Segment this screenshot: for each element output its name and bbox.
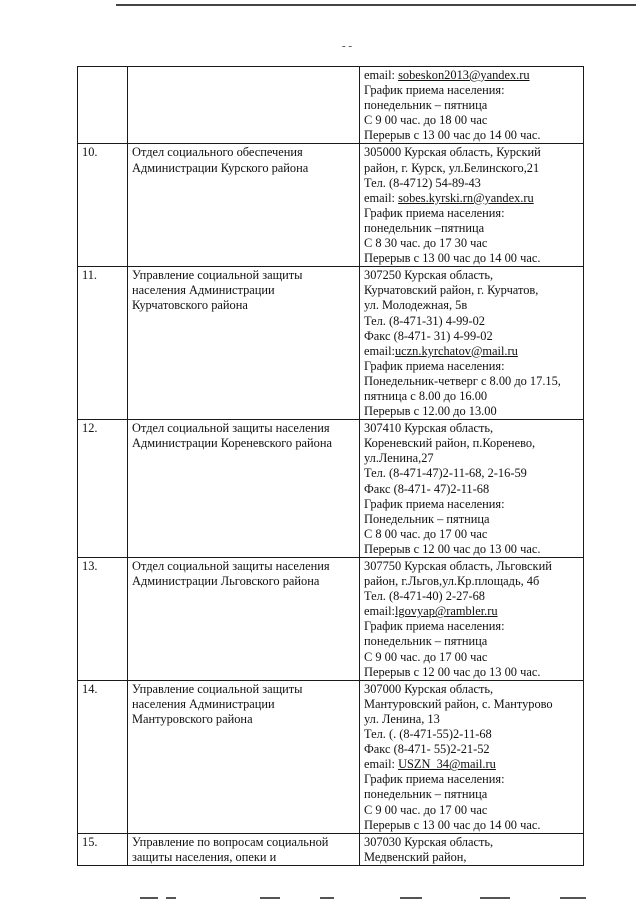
contact-info-text: понедельник –пятница <box>364 220 485 235</box>
contact-info-line <box>364 298 580 313</box>
organization-name-line: Администрации Курского района <box>132 160 309 175</box>
contact-info-text: С 9 00 час. до 18 00 час <box>364 113 488 128</box>
organization-cell <box>128 680 360 833</box>
organization-name-line: Отдел социальной защиты населения <box>132 421 330 436</box>
table-row <box>78 144 584 267</box>
row-number: 11. <box>78 267 128 420</box>
contact-info-line <box>364 634 580 649</box>
contact-info-text: График приема населения: <box>364 772 505 787</box>
contact-info-text: Перерыв с 12 00 час до 13 00 час. <box>364 541 541 556</box>
contact-info-cell <box>360 67 584 144</box>
contact-info-text: С 8 30 час. до 17 30 час <box>364 236 488 251</box>
contact-info-text: С 9 00 час. до 17 00 час <box>364 802 488 817</box>
contact-info-line <box>364 574 580 589</box>
contact-info-text: Курчатовский район, г. Курчатов, <box>364 283 539 298</box>
contact-info-line <box>364 268 580 283</box>
contact-info-text: email: <box>364 190 399 205</box>
contact-info-line <box>364 83 580 98</box>
organization-cell <box>128 558 360 681</box>
email-link[interactable]: USZN_34@mail.ru <box>398 757 496 772</box>
contact-info-line <box>364 145 580 160</box>
contact-info-text: График приема населения: <box>364 205 505 220</box>
contact-info-text: Перерыв с 13 00 час до 14 00 час. <box>364 817 541 832</box>
contact-info-text: Факс (8-471- 55)2-21-52 <box>364 742 490 757</box>
contact-info-line <box>364 344 580 359</box>
contact-info-text: Медвенский район, <box>364 849 467 864</box>
contact-info-line <box>364 466 580 481</box>
contact-info-text: email: <box>364 604 395 619</box>
contact-info-text: район, г. Курск, ул.Белинского,21 <box>364 160 540 175</box>
contact-info-text: Факс (8-471- 47)2-11-68 <box>364 481 490 496</box>
contact-info-line <box>364 421 580 436</box>
contact-info-line <box>364 589 580 604</box>
contact-info-line <box>364 113 580 128</box>
row-number: 10. <box>78 144 128 267</box>
contact-info-text: Кореневский район, п.Коренево, <box>364 436 536 451</box>
contact-info-line <box>364 436 580 451</box>
contact-info-text: График приема населения: <box>364 496 505 511</box>
table-row <box>78 680 584 833</box>
contact-info-text: Факс (8-471- 31) 4-99-02 <box>364 328 493 343</box>
contact-info-text: Понедельник-четверг с 8.00 до 17.15, <box>364 373 561 388</box>
contact-info-text: 307750 Курская область, Льговский <box>364 559 552 573</box>
row-number <box>78 67 128 144</box>
contact-info-text: понедельник – пятница <box>364 787 488 802</box>
contact-info-text: понедельник – пятница <box>364 98 488 113</box>
contact-info-text: Понедельник – пятница <box>364 511 490 526</box>
organization-name-line: населения Администрации <box>132 283 275 298</box>
contact-info-text: 305000 Курская область, Курский <box>364 145 541 160</box>
contact-info-line <box>364 682 580 697</box>
contact-info-line <box>364 818 580 833</box>
scan-bottom-marks <box>140 893 600 903</box>
contact-info-text: Тел. (8-471-31) 4-99-02 <box>364 313 485 328</box>
contact-info-line <box>364 451 580 466</box>
organization-name-line: Управление по вопросам социальной <box>132 834 329 849</box>
contact-info-text: понедельник – пятница <box>364 634 488 649</box>
contact-info-text: 307000 Курская область, <box>364 681 494 696</box>
organization-name-line: населения Администрации <box>132 696 275 711</box>
contact-info-text: График приема населения: <box>364 358 505 373</box>
organization-cell <box>128 420 360 558</box>
contact-info-cell <box>360 833 584 865</box>
organization-name-line: защиты населения, опеки и <box>132 849 277 864</box>
contact-info-line <box>364 527 580 542</box>
contact-info-text: ул. Молодежная, 5в <box>364 298 468 313</box>
organization-name-line: Администрации Льговского района <box>132 574 320 589</box>
organization-name-line: Управление социальной защиты <box>132 268 303 283</box>
contact-info-text: Перерыв с 12 00 час до 13 00 час. <box>364 664 541 679</box>
contact-info-text: Перерыв с 12.00 до 13.00 <box>364 404 497 419</box>
contact-info-text: Тел. (8-471-40) 2-27-68 <box>364 589 485 604</box>
organization-cell <box>128 144 360 267</box>
contacts-table-body <box>78 67 584 866</box>
contact-info-text: Тел. (8-4712) 54-89-43 <box>364 175 481 190</box>
contact-info-line <box>364 206 580 221</box>
contact-info-line <box>364 389 580 404</box>
contact-info-text: 307250 Курская область, <box>364 268 494 283</box>
email-link[interactable]: sobeskon2013@yandex.ru <box>398 68 530 82</box>
contact-info-text: С 9 00 час. до 17 00 час <box>364 649 488 664</box>
header-mark: - - <box>342 40 353 52</box>
contact-info-line <box>364 359 580 374</box>
contact-info-text: пятница с 8.00 до 16.00 <box>364 388 488 403</box>
organization-name-line: Администрации Кореневского района <box>132 436 332 451</box>
contact-info-cell <box>360 144 584 267</box>
contact-info-cell <box>360 267 584 420</box>
contact-info-text: ул.Ленина,27 <box>364 451 434 466</box>
contact-info-text: 307410 Курская область, <box>364 421 494 436</box>
contact-info-cell <box>360 680 584 833</box>
contact-info-line <box>364 128 580 143</box>
contact-info-line <box>364 329 580 344</box>
contact-info-cell <box>360 558 584 681</box>
contact-info-line <box>364 742 580 757</box>
email-link[interactable]: lgovyap@rambler.ru <box>394 604 498 619</box>
contact-info-line <box>364 283 580 298</box>
organization-cell <box>128 67 360 144</box>
contact-info-text: email: <box>364 757 399 772</box>
row-number: 14. <box>78 680 128 833</box>
organization-name-line: Отдел социального обеспечения <box>132 145 303 160</box>
row-number: 12. <box>78 420 128 558</box>
row-number: 13. <box>78 558 128 681</box>
contact-info-line <box>364 787 580 802</box>
contact-info-line <box>364 161 580 176</box>
table-row <box>78 267 584 420</box>
contact-info-text: 307030 Курская область, <box>364 834 494 849</box>
contact-info-line <box>364 727 580 742</box>
table-row <box>78 67 584 144</box>
row-number: 15. <box>78 833 128 865</box>
contact-info-text: Перерыв с 13 00 час до 14 00 час. <box>364 251 541 266</box>
table-row <box>78 420 584 558</box>
contact-info-line <box>364 619 580 634</box>
contact-info-line <box>364 772 580 787</box>
contact-info-line <box>364 191 580 206</box>
organization-cell <box>128 833 360 865</box>
contact-info-text: Тел. (8-471-47)2-11-68, 2-16-59 <box>364 466 527 481</box>
contact-info-line <box>364 512 580 527</box>
contact-info-text: С 8 00 час. до 17 00 час <box>364 526 488 541</box>
contact-info-line <box>364 497 580 512</box>
contact-info-text: email: <box>364 343 395 358</box>
contact-info-line <box>364 650 580 665</box>
table-row <box>78 833 584 865</box>
contact-info-line <box>364 803 580 818</box>
contact-info-line <box>364 374 580 389</box>
contact-info-cell <box>360 420 584 558</box>
contact-info-line <box>364 68 580 83</box>
email-link[interactable]: sobes.kyrski.rn@yandex.ru <box>398 190 534 205</box>
organization-name-line: Курчатовского района <box>132 298 248 313</box>
organization-name-line: Управление социальной защиты <box>132 681 303 696</box>
contact-info-text: Тел. (. (8-471-55)2-11-68 <box>364 727 492 742</box>
email-link[interactable]: uczn.kyrchatov@mail.ru <box>394 343 518 358</box>
contact-info-line <box>364 314 580 329</box>
organization-name-line: Отдел социальной защиты населения <box>132 559 330 573</box>
contact-info-line <box>364 221 580 236</box>
contact-info-line <box>364 850 580 865</box>
contact-info-text: График приема населения: <box>364 83 505 98</box>
contact-info-text: Мантуровский район, с. Мантурово <box>364 696 553 711</box>
contact-info-line <box>364 604 580 619</box>
contact-info-line <box>364 251 580 266</box>
table-row <box>78 558 584 681</box>
contact-info-line <box>364 559 580 574</box>
contact-info-line <box>364 665 580 680</box>
contact-info-line <box>364 482 580 497</box>
scan-top-edge <box>116 4 636 6</box>
organization-name-line: Мантуровского района <box>132 711 253 726</box>
contact-info-line <box>364 176 580 191</box>
contact-info-text: email: <box>364 68 399 82</box>
contact-info-line <box>364 757 580 772</box>
contact-info-line <box>364 712 580 727</box>
contact-info-text: ул. Ленина, 13 <box>364 711 440 726</box>
contact-info-line <box>364 697 580 712</box>
contacts-table <box>77 66 584 866</box>
contact-info-text: район, г.Льгов,ул.Кр.площадь, 4б <box>364 574 540 589</box>
contact-info-text: График приема населения: <box>364 619 505 634</box>
organization-cell <box>128 267 360 420</box>
contact-info-line <box>364 542 580 557</box>
contact-info-text: Перерыв с 13 00 час до 14 00 час. <box>364 128 541 143</box>
contact-info-line <box>364 236 580 251</box>
contact-info-line <box>364 404 580 419</box>
contact-info-line <box>364 98 580 113</box>
contact-info-line <box>364 835 580 850</box>
